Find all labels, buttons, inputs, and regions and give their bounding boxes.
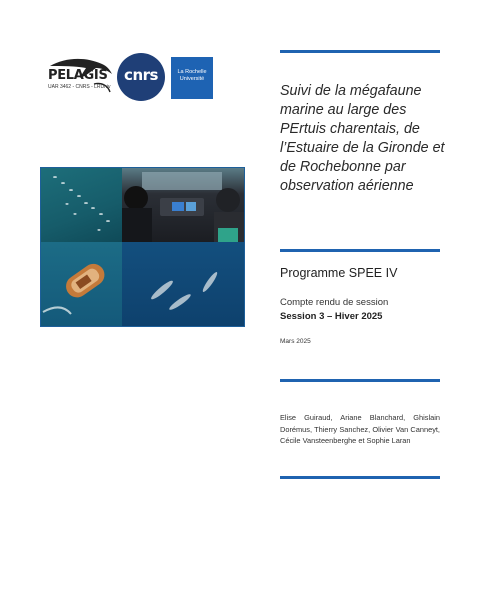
- divider-top: [280, 50, 440, 53]
- divider-bottom: [280, 476, 440, 479]
- dolphins-photo: [122, 242, 244, 326]
- lru-line-1: La Rochelle: [177, 69, 207, 75]
- divider-authors: [280, 379, 440, 382]
- divider-programme: [280, 249, 440, 252]
- birds-over-sea-photo: [41, 168, 122, 242]
- cockpit-observers-photo: [122, 168, 244, 242]
- publication-date: Mars 2025: [280, 338, 311, 345]
- pelagis-logo: [44, 56, 114, 100]
- cnrs-name: cnrs: [124, 66, 158, 84]
- photo-collage: [40, 167, 245, 327]
- report-title: Suivi de la mégafaune marine au large des PErtuis charentais, de l’Estuaire de la Gironde et de Rochebonne par observation aérienne: [280, 83, 445, 194]
- authors-list: Elise Guiraud, Ariane Blanchard, Ghislain Dorémus, Thierry Sanchez, Olivier Van Canneyt, Cécile Vansteenberghe et Sophie Laran: [280, 413, 440, 445]
- bird-flock-icon: [41, 168, 122, 242]
- dolphins-icon: [122, 242, 244, 326]
- boat-icon: [41, 242, 122, 326]
- lru-line-2: Université: [179, 76, 205, 82]
- pelagis-name: PELAGIS: [48, 68, 108, 83]
- cockpit-icon: [122, 168, 244, 242]
- session-label: Session 3 – Hiver 2025: [280, 311, 383, 322]
- fishing-boat-photo: [41, 242, 122, 326]
- la-rochelle-universite-logo: [171, 57, 213, 99]
- programme-name: Programme SPEE IV: [280, 266, 398, 280]
- pelagis-subtitle: UAR 3462 - CNRS - LRUniv: [48, 84, 111, 90]
- cnrs-logo: [117, 53, 165, 101]
- report-type: Compte rendu de session: [280, 297, 389, 308]
